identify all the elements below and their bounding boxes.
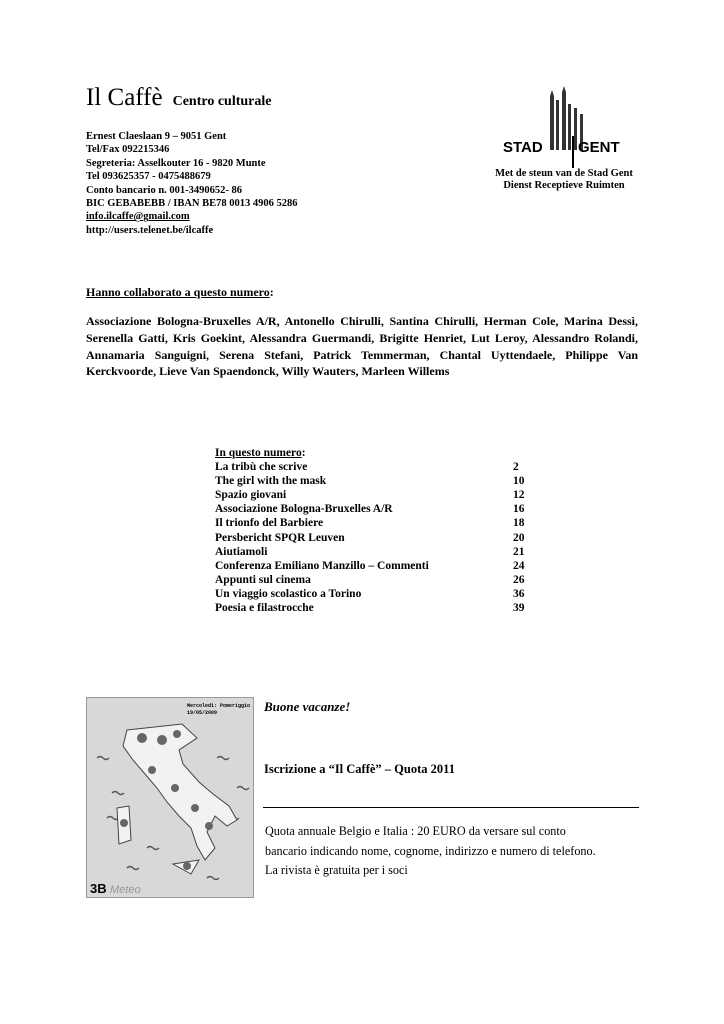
logo-word-right: GENT: [578, 139, 620, 156]
toc-page: 39: [513, 602, 525, 615]
magazine-subtitle: Centro culturale: [172, 94, 272, 109]
toc-page: 24: [513, 559, 525, 572]
email-link[interactable]: info.ilcaffe@gmail.com: [86, 211, 190, 223]
toc-page: 16: [513, 503, 525, 516]
contact-line: BIC GEBABEBB / IBAN BE78 0013 4906 5286: [86, 198, 298, 210]
contact-block: [86, 130, 298, 237]
toc-heading-colon: :: [301, 447, 306, 459]
toc-page: 12: [513, 489, 525, 502]
masthead: [86, 84, 271, 112]
map-stamp-line-2: 19/05/2009: [187, 710, 218, 716]
contact-line: Tel/Fax 092215346: [86, 144, 170, 156]
toc-row: [215, 474, 535, 488]
collaborators-heading-text: Hanno collaborato a questo numero: [86, 285, 270, 299]
toc-title: Associazione Bologna-Bruxelles A/R: [215, 503, 393, 516]
table-of-contents: [215, 446, 535, 615]
toc-title: Appunti sul cinema: [215, 573, 311, 586]
subscription-details: [265, 822, 665, 881]
logo-word-left: STAD: [503, 139, 543, 156]
toc-title: Il trionfo del Barbiere: [215, 517, 324, 530]
subscription-title: Iscrizione a “Il Caffè” – Quota 2011: [264, 762, 455, 776]
magazine-title: Il Caffè: [86, 84, 163, 111]
toc-row: [215, 545, 535, 559]
toc-row: [215, 488, 535, 502]
collaborators-list: Associazione Bologna-Bruxelles A/R, Antonello Chirulli, Santina Chirulli, Herman Cole, Marina Dessì, Serenella Gatti, Kris Goekint, Alessandra Guermandi, Brigitte Henriet, Lut Leroy, Alessandro Rolandi, Annamaria Sanguigni, Serena Stefani, Patrick Temmerman, Chantal Uyttendaele, Philippe Van Kerckvoorde, Lieve Van Spaendonck, Willy Wauters, Marleen Willems: [86, 314, 638, 379]
toc-title: Poesia e filastrocche: [215, 602, 314, 615]
toc-row: [215, 601, 535, 615]
collaborators-heading-colon: :: [269, 285, 274, 299]
map-stamp-line-1: Mercoledì: Pomeriggio: [187, 703, 251, 709]
toc-page: 21: [513, 545, 525, 558]
stad-gent-logo: [490, 86, 638, 192]
stad-gent-emblem-icon: [490, 86, 638, 168]
toc-page: 36: [513, 587, 525, 600]
weather-map-image: [86, 697, 254, 898]
toc-page: 18: [513, 517, 525, 530]
contact-line: Segreteria: Asselkouter 16 - 9820 Munte: [86, 157, 266, 169]
toc-row: [215, 587, 535, 601]
contact-line: Tel 093625357 - 0475488679: [86, 171, 211, 183]
toc-title: La tribù che scrive: [215, 461, 308, 474]
toc-heading: [215, 446, 535, 460]
toc-page: 2: [513, 461, 519, 474]
toc-page: 26: [513, 573, 525, 586]
sponsor-caption-line-1: Met de steun van de Stad Gent: [495, 168, 633, 179]
toc-row: [215, 460, 535, 474]
toc-row: [215, 531, 535, 545]
toc-heading-text: In questo numero: [215, 447, 302, 459]
quota-line: La rivista è gratuita per i soci: [265, 863, 408, 877]
divider: [263, 807, 639, 808]
toc-row: [215, 573, 535, 587]
map-brand: 3B: [90, 881, 107, 896]
toc-title: Persbericht SPQR Leuven: [215, 531, 345, 544]
toc-title: Un viaggio scolastico a Torino: [215, 587, 362, 600]
contact-line: Conto bancario n. 001-3490652- 86: [86, 184, 243, 196]
sponsor-caption-line-2: Dienst Receptieve Ruimten: [503, 180, 625, 191]
toc-title: Conferenza Emiliano Manzillo – Commenti: [215, 559, 429, 572]
quota-line: bancario indicando nome, cognome, indirizzo e numero di telefono.: [265, 843, 596, 858]
toc-row: [215, 516, 535, 530]
italy-weather-map-icon: [87, 698, 253, 897]
map-brand-suffix: Meteo: [110, 884, 141, 896]
toc-row: [215, 502, 535, 516]
toc-title: Spazio giovani: [215, 489, 287, 502]
greeting: Buone vacanze!: [264, 699, 351, 714]
toc-title: Aiutiamoli: [215, 545, 268, 558]
collaborators-heading: [86, 285, 274, 300]
toc-page: 20: [513, 531, 525, 544]
website-link[interactable]: http://users.telenet.be/ilcaffe: [86, 224, 214, 236]
toc-title: The girl with the mask: [215, 475, 327, 488]
toc-page: 10: [513, 475, 525, 488]
quota-line: Quota annuale Belgio e Italia : 20 EURO da versare sul conto: [265, 824, 566, 838]
toc-row: [215, 559, 535, 573]
contact-line: Ernest Claeslaan 9 – 9051 Gent: [86, 131, 227, 142]
